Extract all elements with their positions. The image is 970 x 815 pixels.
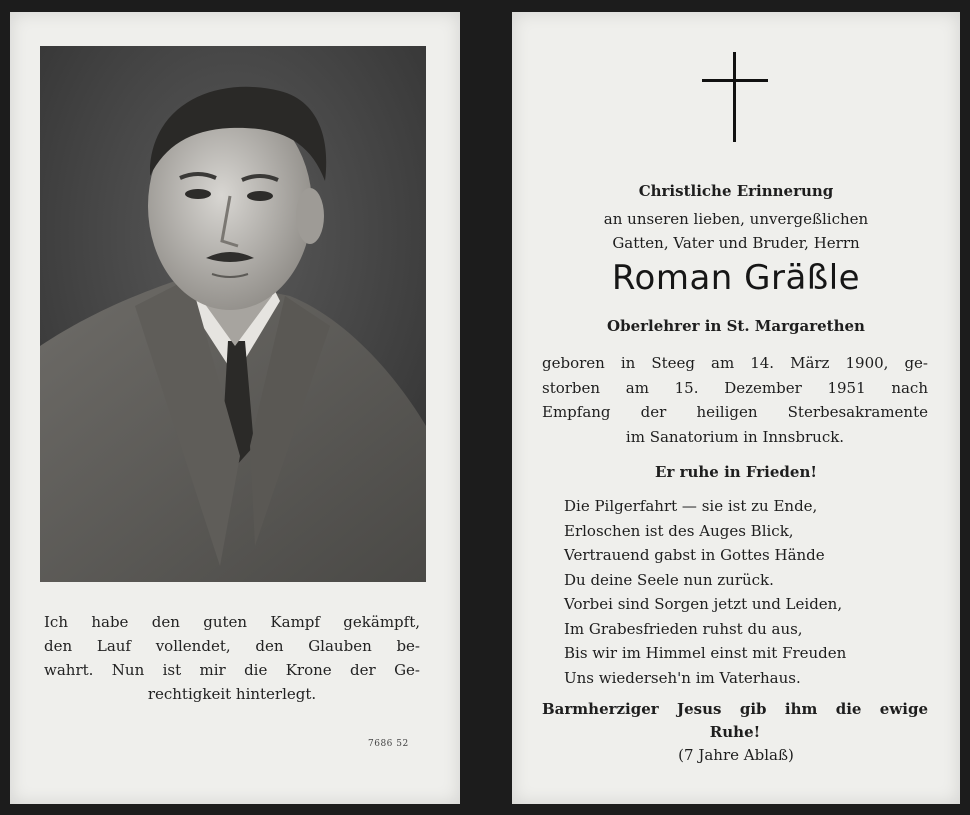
verse-line: wahrt. Nun ist mir die Krone der Ge-	[44, 661, 420, 679]
verse-line: den Lauf vollendet, den Glauben be-	[44, 637, 420, 655]
poem-line: Die Pilgerfahrt — sie ist zu Ende,	[564, 497, 818, 515]
intro-line: Gatten, Vater und Bruder, Herrn	[612, 234, 860, 252]
poem-line: Im Grabesfrieden ruhst du aus,	[564, 619, 803, 638]
rest-in-peace: Er ruhe in Frieden!	[655, 463, 817, 481]
prayer-line: Ruhe!	[709, 723, 761, 741]
biography	[542, 351, 928, 449]
poem-line: Erloschen ist des Auges Blick,	[564, 521, 794, 540]
prayer	[542, 698, 928, 744]
poem	[564, 494, 924, 690]
bible-verse	[44, 610, 420, 706]
card-heading: Christliche Erinnerung	[638, 182, 834, 200]
poem-line: Du deine Seele nun zurück.	[564, 570, 774, 589]
portrait-illustration	[40, 46, 426, 582]
prayer-line: Barmherziger Jesus gib ihm die ewige	[542, 700, 928, 718]
bio-line: Empfang der heiligen Sterbesakramente	[542, 403, 928, 421]
bio-line: geboren in Steeg am 14. März 1900, ge-	[542, 354, 928, 372]
bio-line: storben am 15. Dezember 1951 nach	[542, 378, 928, 397]
cross-icon	[702, 52, 768, 142]
portrait-photo	[40, 46, 426, 582]
indulgence-note: (7 Jahre Ablaß)	[678, 746, 794, 764]
deceased-name: Roman Gräßle	[611, 258, 861, 298]
poem-line: Vorbei sind Sorgen jetzt und Leiden,	[564, 595, 843, 613]
bio-line: im Sanatorium in Innsbruck.	[625, 427, 845, 446]
intro-line: an unseren lieben, unvergeßlichen	[603, 210, 869, 228]
poem-line: Uns wiederseh'n im Vaterhaus.	[564, 668, 801, 687]
memorial-card-left	[10, 12, 460, 804]
deceased-title: Oberlehrer in St. Margarethen	[607, 317, 865, 335]
verse-line: Ich habe den guten Kampf gekämpft,	[44, 613, 420, 631]
print-code: 7686 52	[368, 739, 409, 749]
poem-line: Bis wir im Himmel einst mit Freuden	[564, 644, 847, 662]
verse-line: rechtigkeit hinterlegt.	[147, 685, 317, 703]
poem-line: Vertrauend gabst in Gottes Hände	[564, 546, 825, 564]
memorial-card-right	[512, 12, 960, 804]
